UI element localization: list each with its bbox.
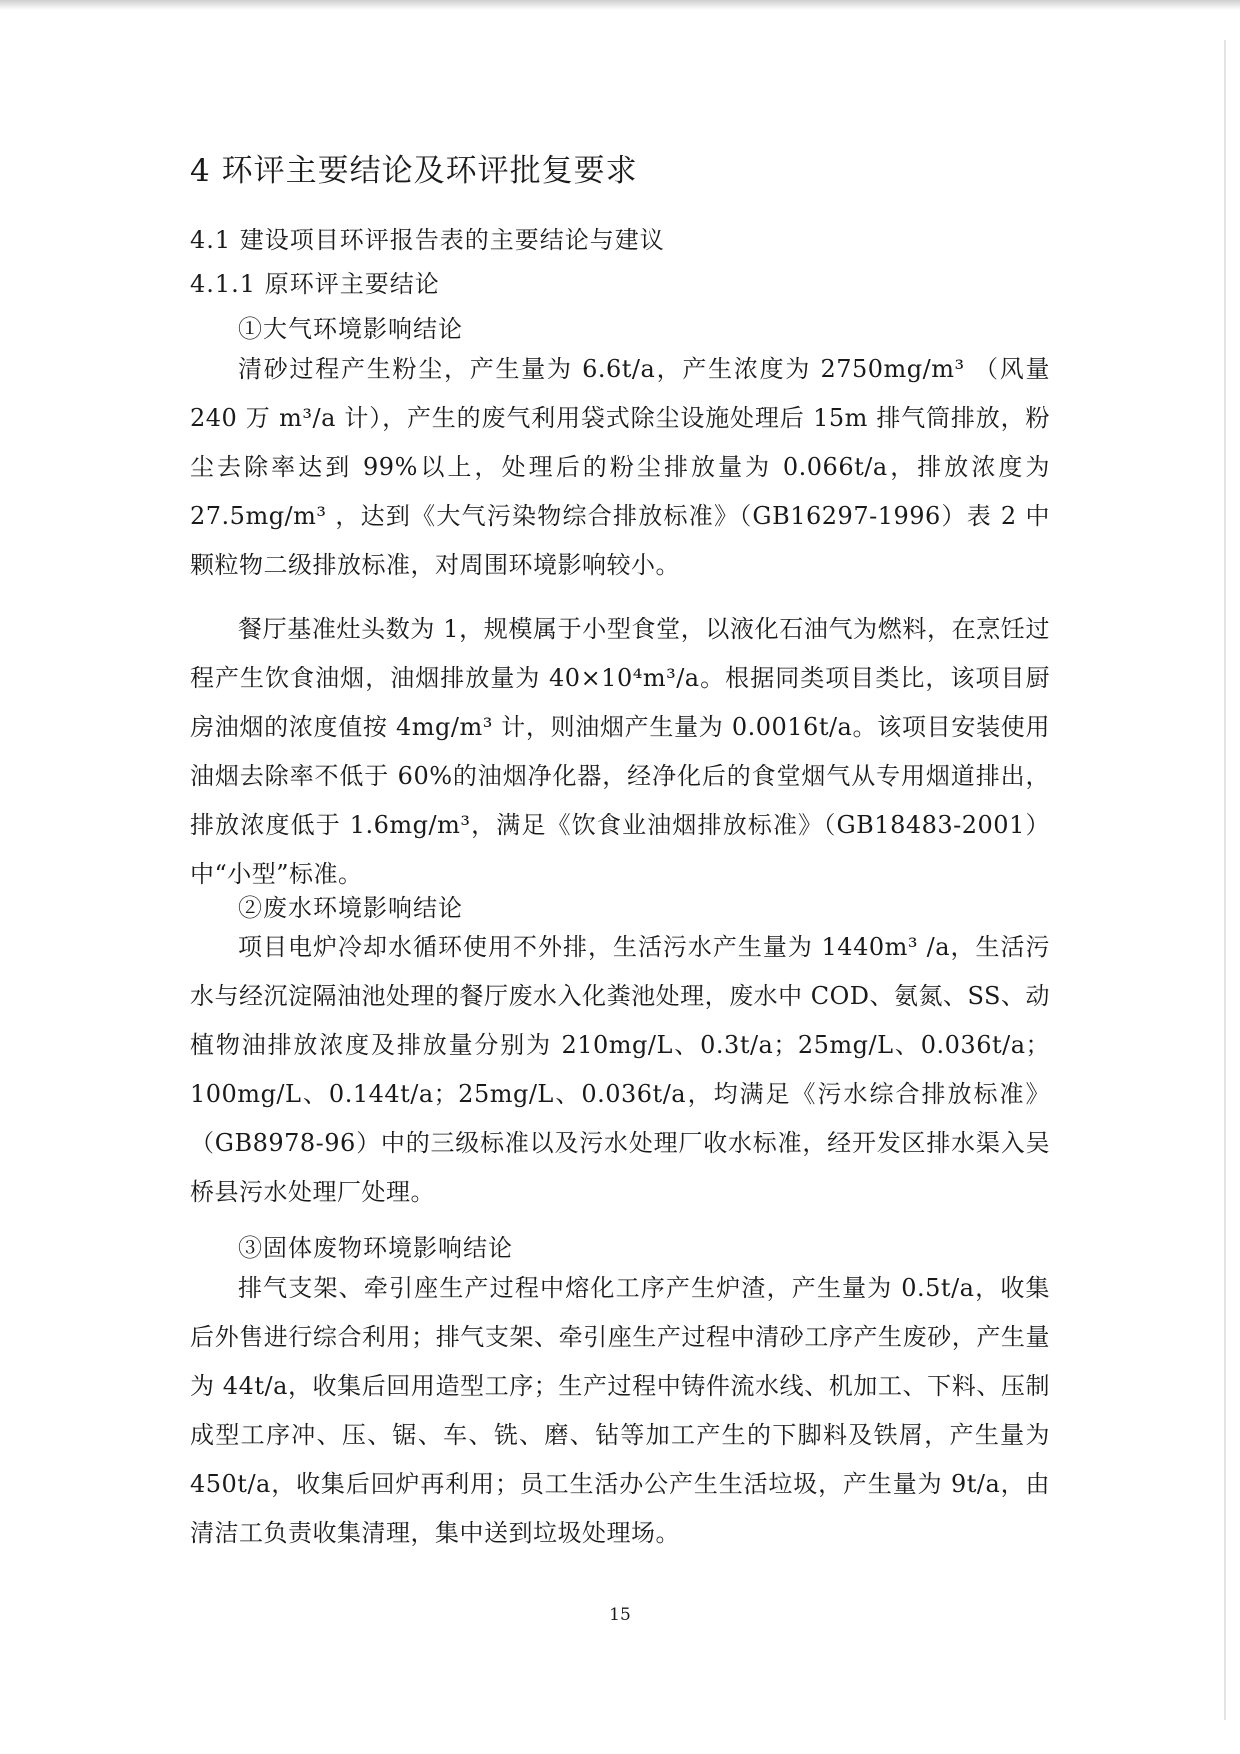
subsection-heading: 4.1.1 原环评主要结论 (190, 270, 440, 298)
wastewater-title: ②废水环境影响结论 (238, 894, 463, 922)
atmosphere-title: ①大气环境影响结论 (238, 315, 463, 343)
wastewater-paragraph: 项目电炉冷却水循环使用不外排，生活污水产生量为 1440m³ /a，生活污水与经沉淀隔油池处理的餐厅废水入化粪池处理，废水中 COD、氨氮、SS、动植物油排放浓度及排放量分别为 210mg/L、0.3t/a；25mg/L、0.036t/a；100mg/L、0.144t/a；25mg/L、0.036t/a，均满足《污水综合排放标准》（GB8978-96）中的三级标准以及污水处理厂收水标准，经开发区排水渠入吴桥县污水处理厂处理。 (190, 933, 1050, 1206)
solid-waste-paragraph: 排气支架、牵引座生产过程中熔化工序产生炉渣，产生量为 0.5t/a，收集后外售进行综合利用；排气支架、牵引座生产过程中清砂工序产生废砂，产生量为 44t/a，收集后回用造型工序；生产过程中铸件流水线、机加工、下料、压制成型工序冲、压、锯、车、铣、磨、钻等加工产生的下脚料及铁屑，产生量为 450t/a，收集后回炉再利用；员工生活办公产生生活垃圾，产生量为 9t/a，由清洁工负责收集清理，集中送到垃圾处理场。 (190, 1274, 1050, 1547)
atmosphere-paragraph-dust: 清砂过程产生粉尘，产生量为 6.6t/a，产生浓度为 2750mg/m³ （风量 240 万 m³/a 计），产生的废气利用袋式除尘设施处理后 15m 排气筒排放，粉尘去除率达到 99%以上，处理后的粉尘排放量为 0.066t/a，排放浓度为 27.5mg/m³ ，达到《大气污染物综合排放标准》（GB16297-1996）表 2 中颗粒物二级排放标准，对周围环境影响较小。 (190, 355, 1050, 579)
section-heading: 4.1 建设项目环评报告表的主要结论与建议 (190, 226, 665, 254)
page-number: 15 (609, 1605, 631, 1625)
chapter-heading: 4 环评主要结论及环评批复要求 (190, 153, 638, 189)
solid-waste-title: ③固体废物环境影响结论 (238, 1234, 513, 1262)
atmosphere-paragraph-fume: 餐厅基准灶头数为 1，规模属于小型食堂，以液化石油气为燃料，在烹饪过程产生饮食油烟，油烟排放量为 40×10⁴m³/a。根据同类项目类比，该项目厨房油烟的浓度值按 4mg/m³ 计，则油烟产生量为 0.0016t/a。该项目安装使用油烟去除率不低于 60%的油烟净化器，经净化后的食堂烟气从专用烟道排出，排放浓度低于 1.6mg/m³，满足《饮食业油烟排放标准》（GB18483-2001）中“小型”标准。 (190, 615, 1050, 888)
